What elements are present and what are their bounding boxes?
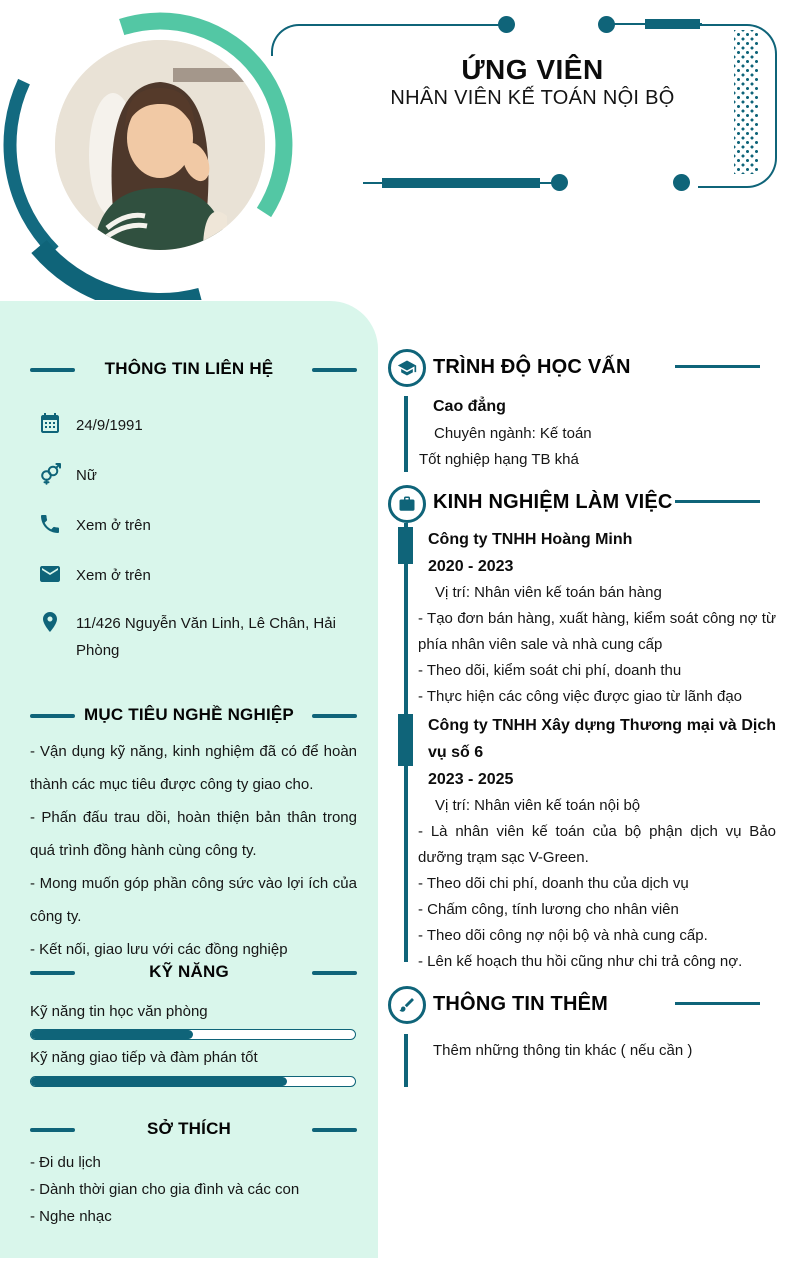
additional-section-icon: [388, 986, 426, 1024]
job-company: Công ty TNHH Hoàng Minh: [428, 531, 633, 548]
experience-timeline-marker: [398, 714, 413, 766]
job-duty: - Theo dõi, kiểm soát chi phí, doanh thu: [418, 662, 682, 679]
job-duty: - Là nhân viên kế toán của bộ phận dịch vụ Bảo dưỡng trạm sạc V-Green.: [418, 823, 776, 866]
header-thick-bar-bottom: [382, 178, 540, 188]
contact-row: [38, 562, 361, 589]
email-icon: [38, 562, 62, 586]
header-dot-3: [551, 174, 568, 191]
job-company: Công ty TNHH Xây dựng Thương mại và Dịch vụ số 6: [428, 717, 776, 761]
objective-text: [30, 735, 357, 966]
hobby-item: - Nghe nhạc: [30, 1208, 112, 1225]
contact-email: Xem ở trên: [76, 567, 151, 584]
skill-label: Kỹ năng giao tiếp và đàm phán tốt: [30, 1049, 258, 1066]
location-icon: [38, 610, 62, 634]
education-major: Chuyên ngành: Kế toán: [434, 425, 592, 442]
skill-progress-fill: [31, 1030, 193, 1039]
contact-row: [38, 610, 361, 664]
objective-heading: MỤC TIÊU NGHỀ NGHIỆP: [84, 705, 294, 724]
contact-heading: THÔNG TIN LIÊN HỆ: [104, 359, 274, 378]
graduation-cap-icon: [397, 358, 417, 378]
contact-gender: Nữ: [76, 467, 97, 484]
experience-section-icon: [388, 485, 426, 523]
header-curved-line: [271, 24, 509, 56]
contact-row: [38, 512, 361, 539]
contact-birthday: 24/9/1991: [76, 417, 143, 434]
skill-progressbar: [30, 1076, 356, 1087]
education-heading: TRÌNH ĐỘ HỌC VẤN: [433, 356, 631, 378]
hobby-item: - Đi du lịch: [30, 1154, 101, 1171]
paintbrush-icon: [398, 996, 416, 1014]
additional-heading-line: [675, 1002, 760, 1005]
job-duty: - Thực hiện các công việc được giao từ lãnh đạo: [418, 688, 743, 705]
calendar-icon: [38, 412, 62, 436]
briefcase-icon: [398, 495, 416, 513]
job-duty: - Theo dõi chi phí, doanh thu của dịch vụ: [418, 875, 689, 892]
contact-address: 11/426 Nguyễn Văn Linh, Lê Chân, Hải Phòng: [76, 615, 336, 659]
additional-vertical-bar: [404, 1034, 408, 1087]
job-duty: - Lên kế hoạch thu hồi cũng như chi trả công nợ.: [418, 953, 743, 970]
education-grade: Tốt nghiệp hạng TB khá: [419, 451, 579, 468]
additional-text: Thêm những thông tin khác ( nếu cần ): [433, 1042, 693, 1059]
page-title: ỨNG VIÊN: [461, 54, 604, 85]
gender-icon: [38, 462, 62, 486]
profile-photo-illustration: [55, 40, 265, 250]
left-panel: [0, 301, 378, 1258]
job-duty: - Chấm công, tính lương cho nhân viên: [418, 901, 679, 918]
header-thick-bar-right: [645, 19, 700, 29]
education-vertical-bar: [404, 396, 408, 472]
objective-line: - Mong muốn góp phần công sức vào lợi ích của công ty.: [30, 875, 357, 925]
education-heading-line: [675, 365, 760, 368]
experience-timeline-marker: [398, 527, 413, 564]
header-dot-1: [498, 16, 515, 33]
profile-photo: [55, 40, 265, 250]
phone-icon: [38, 512, 62, 536]
job-period: 2023 - 2025: [428, 771, 514, 788]
objective-line: - Phấn đấu trau dồi, hoàn thiện bản thân trong quá trình đồng hành cùng công ty.: [30, 809, 357, 859]
experience-heading: KINH NGHIỆM LÀM VIỆC: [433, 491, 673, 513]
hobby-item: - Dành thời gian cho gia đình và các con: [30, 1181, 300, 1198]
contact-phone: Xem ở trên: [76, 517, 151, 534]
contact-row: [38, 462, 361, 489]
contact-row: [38, 412, 361, 439]
job-position: Vị trí: Nhân viên kế toán nội bộ: [435, 797, 641, 814]
objective-line: - Vận dụng kỹ năng, kinh nghiệm đã có để hoàn thành các mục tiêu được công ty giao cho.: [30, 743, 357, 793]
skills-heading: KỸ NĂNG: [149, 962, 229, 981]
header-dot-pattern: [734, 30, 758, 174]
experience-job: [418, 712, 776, 975]
education-degree: Cao đẳng: [433, 398, 506, 415]
objective-line: - Kết nối, giao lưu với các đồng nghiệp: [30, 941, 288, 958]
hobbies-heading: SỞ THÍCH: [146, 1119, 232, 1138]
additional-heading: THÔNG TIN THÊM: [433, 993, 609, 1015]
skill-progressbar: [30, 1029, 356, 1040]
experience-heading-line: [675, 500, 760, 503]
job-duty: - Tạo đơn bán hàng, xuất hàng, kiểm soát công nợ từ phía nhân viên sale và nhà cung cấp: [418, 610, 776, 653]
job-period: 2020 - 2023: [428, 558, 514, 575]
skill-progress-fill: [31, 1077, 287, 1086]
hobbies-list: [30, 1149, 360, 1230]
experience-job: [418, 526, 776, 710]
page-subtitle: NHÂN VIÊN KẾ TOÁN NỘI BỘ: [390, 87, 675, 109]
education-section-icon: [388, 349, 426, 387]
skill-label: Kỹ năng tin học văn phòng: [30, 1003, 208, 1020]
header-dot-4: [673, 174, 690, 191]
job-position: Vị trí: Nhân viên kế toán bán hàng: [435, 584, 662, 601]
job-duty: - Theo dõi công nợ nội bộ và nhà cung cấp.: [418, 927, 708, 944]
